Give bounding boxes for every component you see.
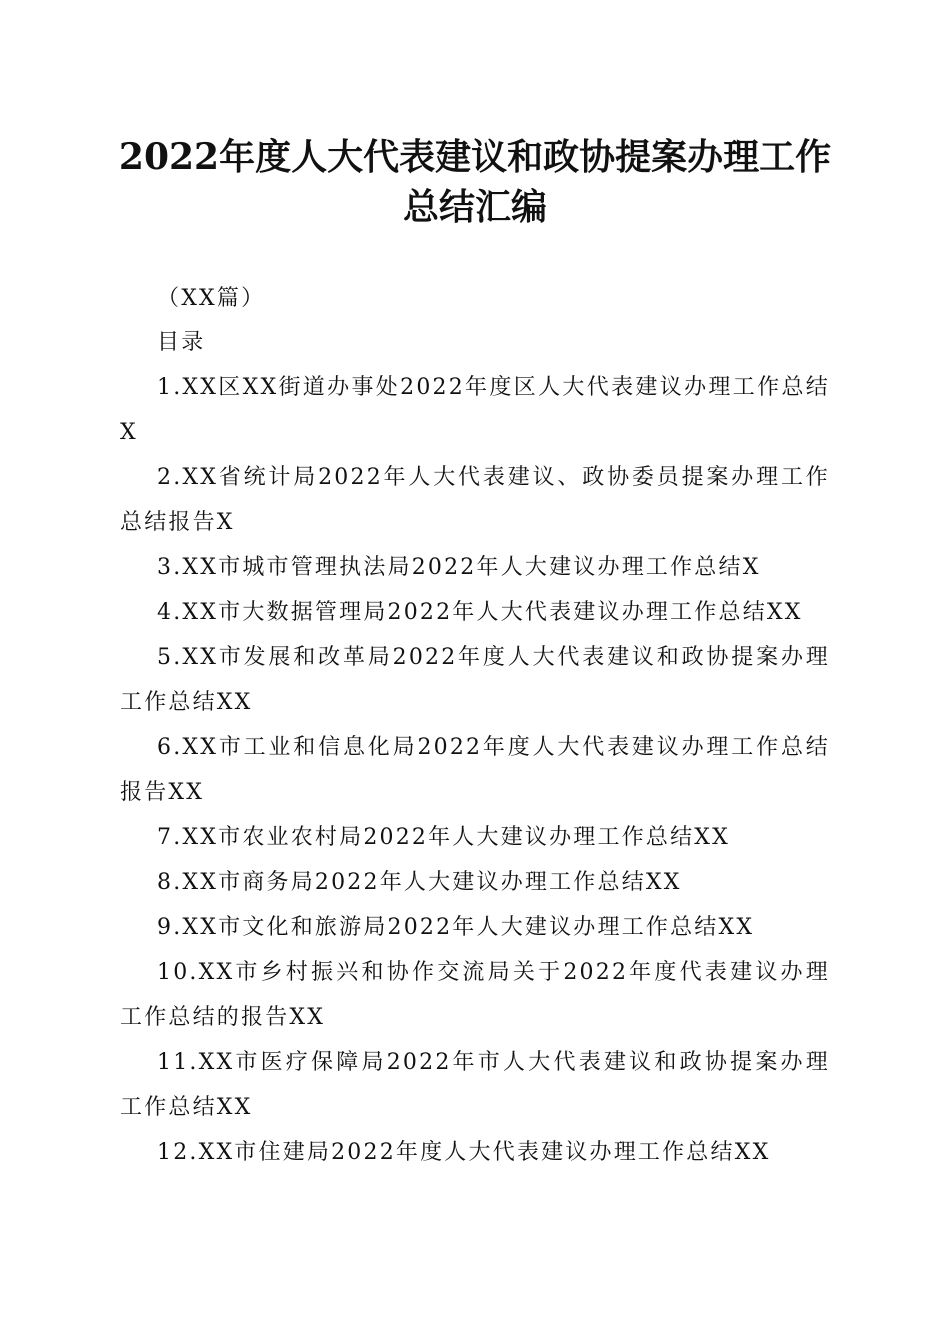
subtitle-count: （XX篇） <box>157 286 266 311</box>
table-of-contents <box>120 365 830 1175</box>
toc-item: 8.XX市商务局2022年人大建议办理工作总结XX <box>157 870 682 895</box>
toc-item: 11.XX市医疗保障局2022年市人大代表建议和政协提案办理工作总结XX <box>120 1050 830 1120</box>
toc-item: 2.XX省统计局2022年人大代表建议、政协委员提案办理工作总结报告X <box>120 465 830 535</box>
document-title-line-1: 2022年度人大代表建议和政协提案办理工作 <box>118 136 832 178</box>
toc-heading: 目录 <box>157 330 206 355</box>
toc-item: 10.XX市乡村振兴和协作交流局关于2022年度代表建议办理工作总结的报告XX <box>120 960 830 1030</box>
toc-item: 9.XX市文化和旅游局2022年人大建议办理工作总结XX <box>157 915 755 940</box>
toc-item: 7.XX市农业农村局2022年人大建议办理工作总结XX <box>157 825 731 850</box>
toc-item: 3.XX市城市管理执法局2022年人大建议办理工作总结X <box>157 555 761 580</box>
toc-item: 1.XX区XX街道办事处2022年度区人大代表建议办理工作总结X <box>120 375 830 445</box>
document-title-line-2: 总结汇编 <box>402 186 547 228</box>
toc-item: 4.XX市大数据管理局2022年人大代表建议办理工作总结XX <box>157 600 803 625</box>
toc-item: 6.XX市工业和信息化局2022年度人大代表建议办理工作总结报告XX <box>120 735 830 805</box>
toc-item: 12.XX市住建局2022年度人大代表建议办理工作总结XX <box>157 1140 771 1165</box>
toc-item: 5.XX市发展和改革局2022年度人大代表建议和政协提案办理工作总结XX <box>120 645 830 715</box>
